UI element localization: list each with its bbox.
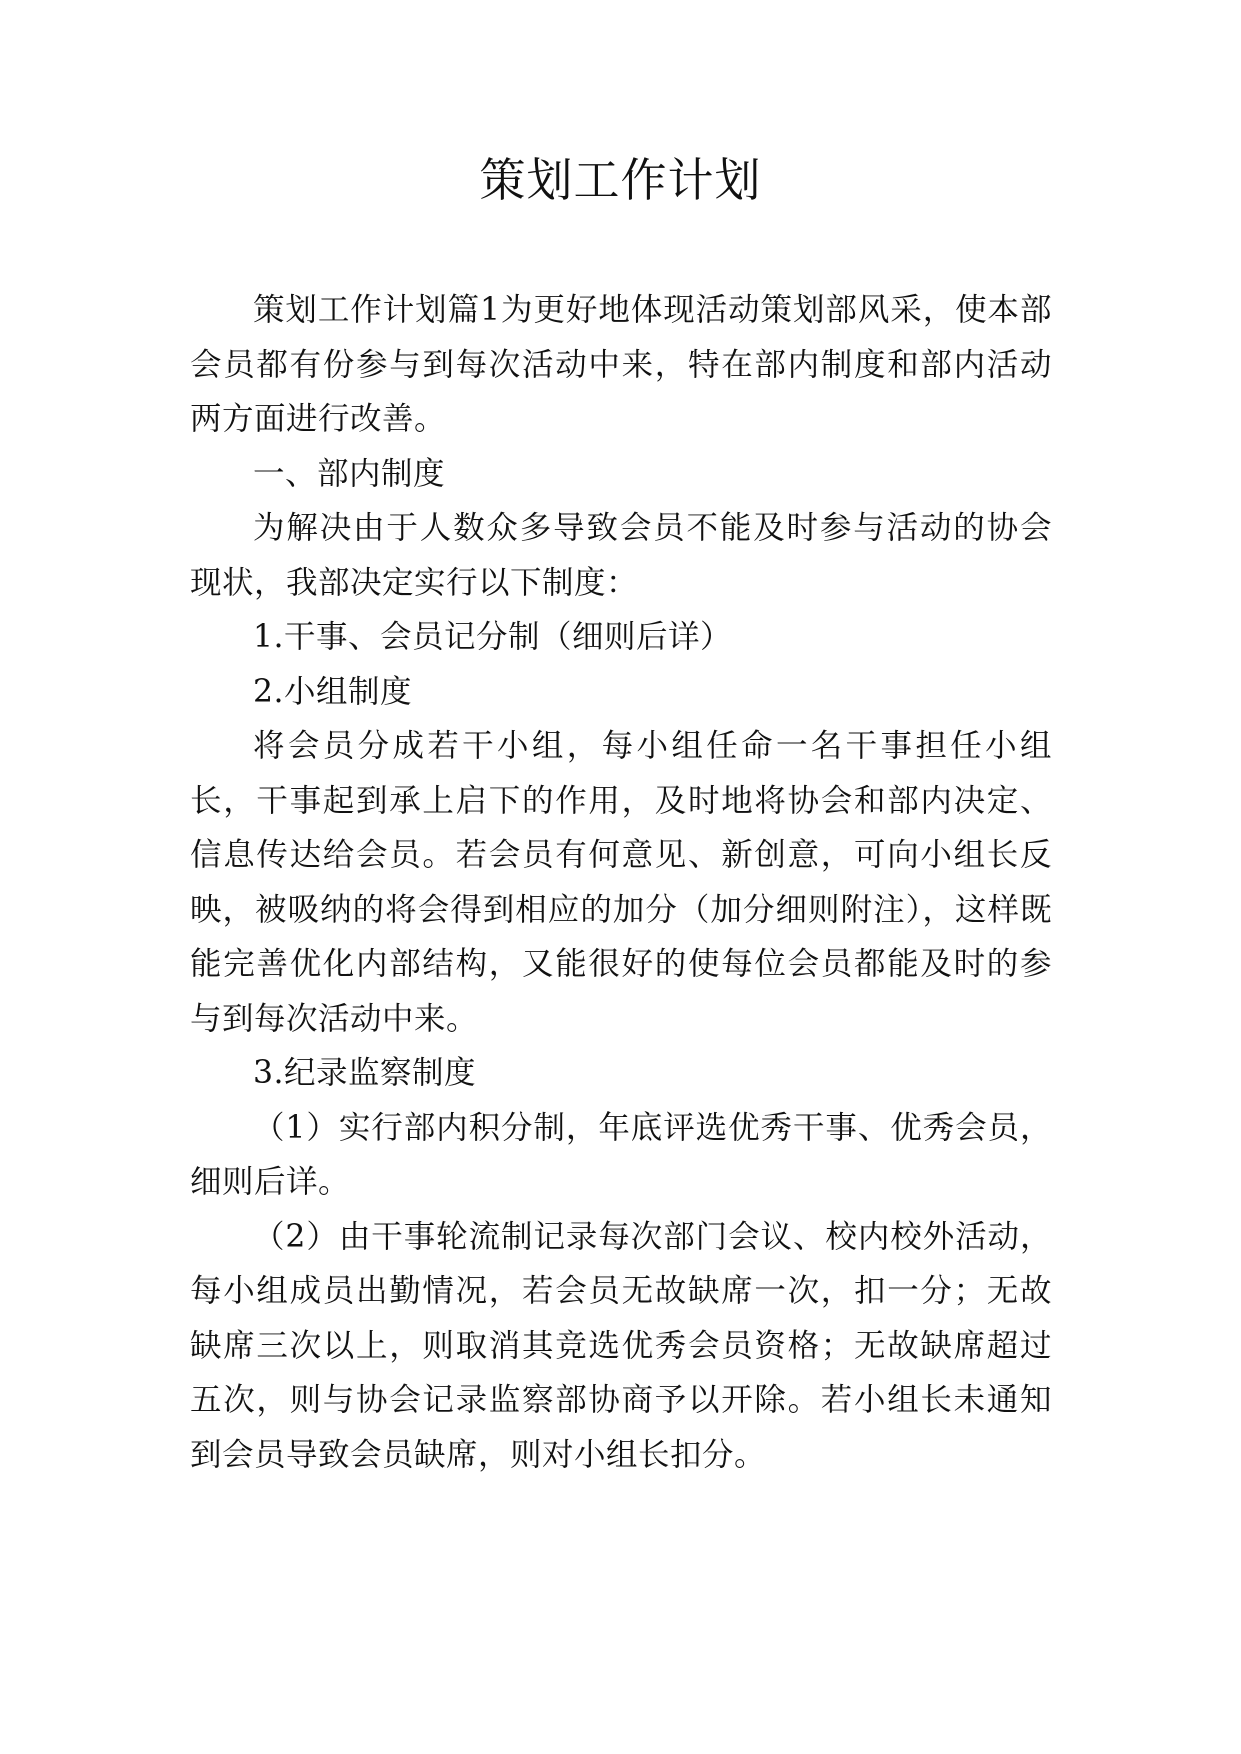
paragraph: 为解决由于人数众多导致会员不能及时参与活动的协会现状，我部决定实行以下制度： <box>190 510 1052 601</box>
list-item: 3.纪录监察制度 <box>253 1055 477 1091</box>
section-heading-1: 一、部内制度 <box>253 455 446 492</box>
paragraph-intro: 策划工作计划篇1为更好地体现活动策划部风采，使本部会员都有份参与到每次活动中来，特在部内制度和部内活动两方面进行改善。 <box>190 292 1052 437</box>
paragraph: 将会员分成若干小组，每小组任命一名干事担任小组长，干事起到承上启下的作用，及时地将协会和部内决定、信息传达给会员。若会员有何意见、新创意，可向小组长反映，被吸纳的将会得到相应的加分（加分细则附注），这样既能完善优化内部结构，又能很好的使每位会员都能及时的参与到每次活动中来。 <box>190 728 1052 1037</box>
sub-item: （1）实行部内积分制，年底评选优秀干事、优秀会员，细则后详。 <box>190 1109 1052 1200</box>
document-title: 策划工作计划 <box>479 153 762 207</box>
document-body <box>190 283 1052 1482</box>
list-item: 2.小组制度 <box>253 673 413 710</box>
sub-item: （2）由干事轮流制记录每次部门会议、校内校外活动，每小组成员出勤情况，若会员无故缺席一次，扣一分；无故缺席三次以上，则取消其竞选优秀会员资格；无故缺席超过五次，则与协会记录监察部协商予以开除。若小组长未通知到会员导致会员缺席，则对小组长扣分。 <box>190 1218 1052 1473</box>
list-item: 1.干事、会员记分制（细则后详） <box>253 619 733 655</box>
